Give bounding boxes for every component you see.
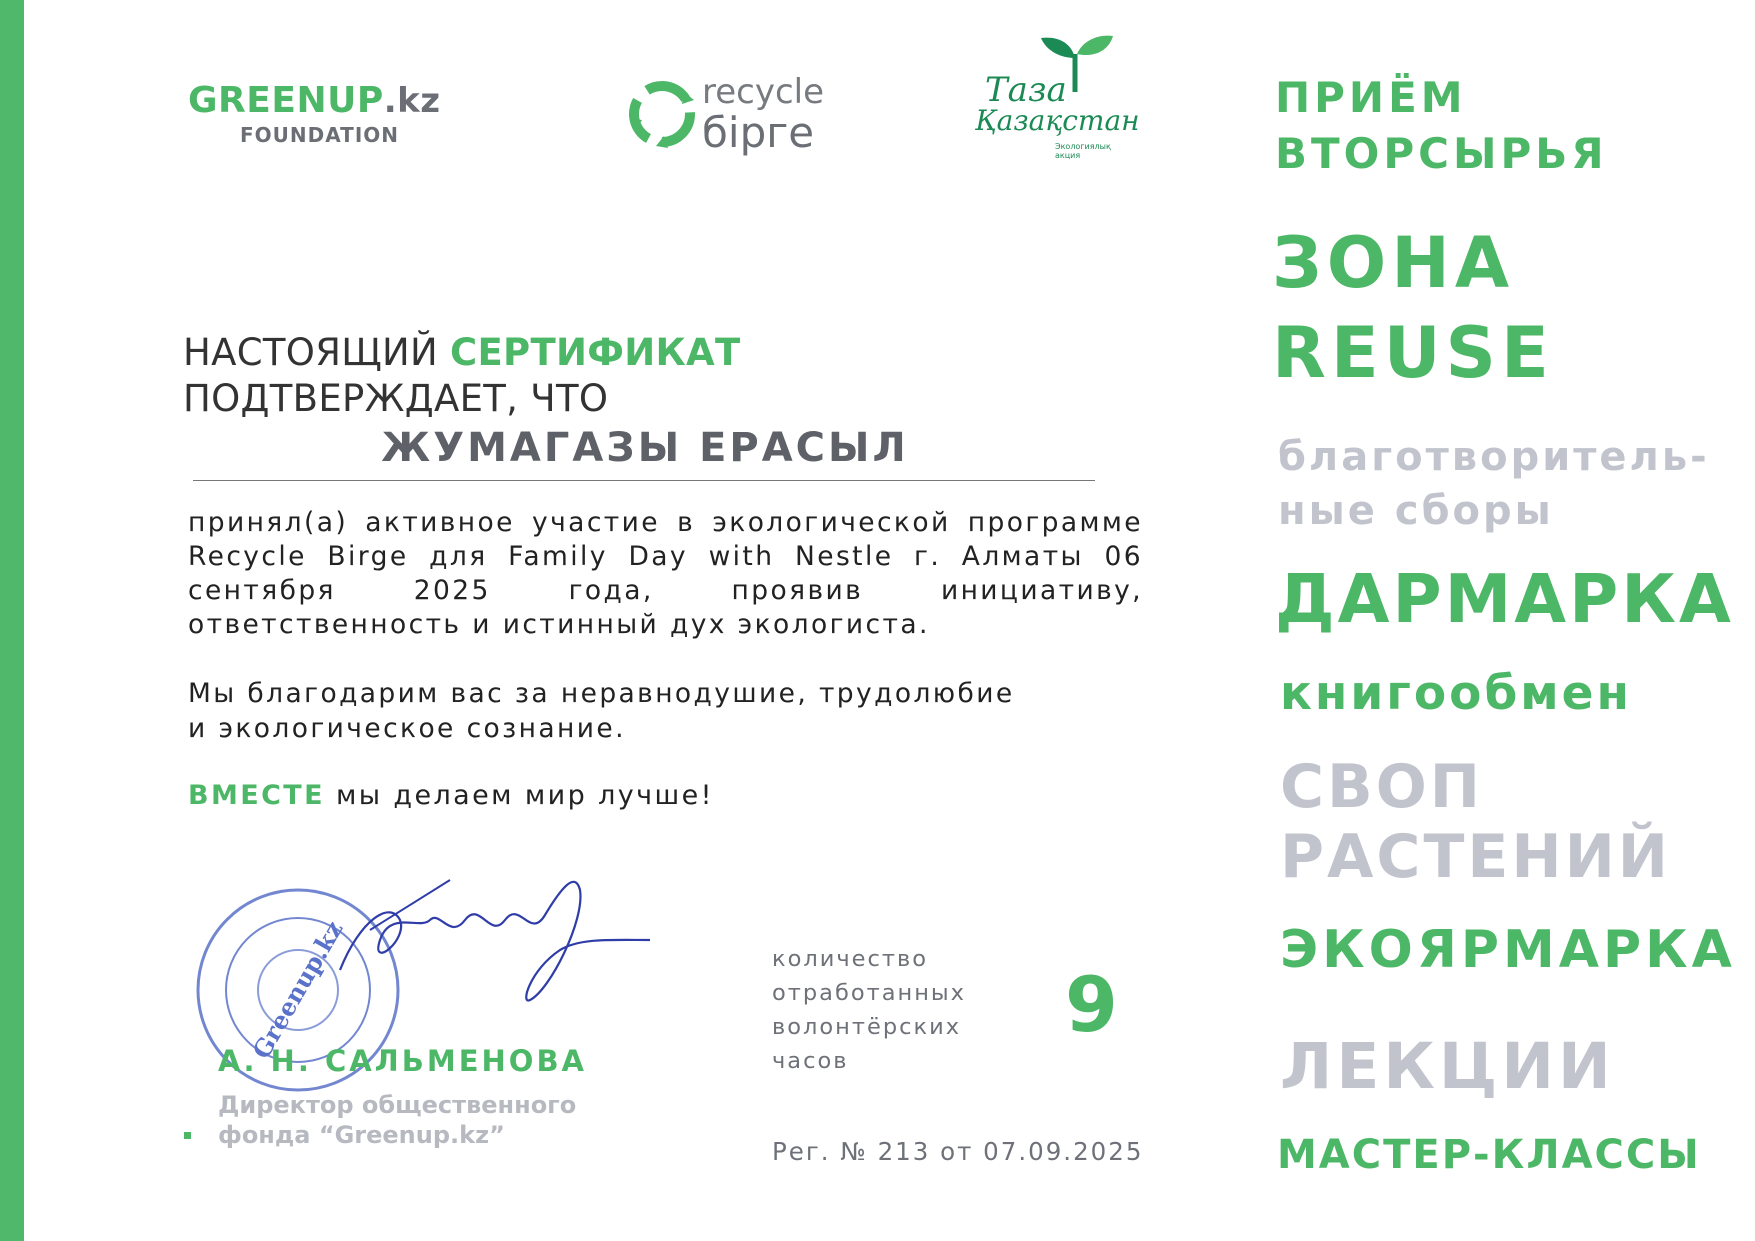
- taza-logo-line3: Экологиялық акция: [1055, 142, 1111, 160]
- intro-suffix: ПОДТВЕРЖДАЕТ, ЧТО: [183, 377, 609, 420]
- hours-label-line: волонтёрских: [772, 1014, 962, 1040]
- recipient-name: ЖУМАГАЗЫ ЕРАСЫЛ: [381, 425, 909, 471]
- activity-recycling-intake: [1275, 70, 1608, 182]
- activity-line: ПРИЁМ: [1275, 73, 1467, 122]
- signer-title-line2: фонда “Greenup.kz”: [218, 1121, 505, 1149]
- together-rest: мы делаем мир лучше!: [324, 780, 714, 811]
- left-accent-bar: [0, 0, 24, 1241]
- recycle-birge-logo: [622, 68, 832, 158]
- certificate-intro: [183, 330, 1083, 422]
- hours-label-line: количество: [772, 946, 928, 972]
- activity-charity: [1278, 430, 1710, 538]
- greenup-logo-name: GREENUP: [188, 80, 384, 121]
- intro-prefix: НАСТОЯЩИЙ: [183, 331, 450, 374]
- activity-book-exchange: книгообмен: [1280, 666, 1633, 721]
- thanks-line2: и экологическое сознание.: [188, 713, 626, 744]
- taza-logo-line2: Қазақстан: [975, 104, 1140, 137]
- activity-lectures: ЛЕКЦИИ: [1280, 1030, 1615, 1103]
- volunteer-hours-value: 9: [1065, 960, 1118, 1049]
- activity-line: ЗОНА: [1272, 222, 1514, 304]
- hours-label-line: часов: [772, 1048, 849, 1074]
- handwritten-signature: [330, 860, 650, 1020]
- activity-reuse-zone: [1272, 218, 1554, 398]
- recycle-logo-line1: recycle: [702, 72, 825, 112]
- recycle-icon: [622, 74, 702, 154]
- recipient-underline: [193, 480, 1095, 481]
- signer-title-line1: Директор общественного: [218, 1091, 577, 1119]
- hours-label-line: отработанных: [772, 980, 966, 1006]
- certificate-body-text: принял(а) активное участие в экологической программе Recycle Birge для Family Day with Nestle г. Алматы 06 сентября 2025 года, проявив инициативу, ответственность и истинный дух экологиста.: [188, 507, 1143, 640]
- activity-plant-swap: [1280, 752, 1671, 892]
- activity-line: СВОП: [1280, 752, 1483, 822]
- activity-darmarka: ДАРМАРКА: [1275, 560, 1734, 638]
- thanks-line1: Мы благодарим вас за неравнодушие, трудолюбие: [188, 678, 1015, 709]
- certificate-body: [188, 506, 1143, 642]
- taza-logo-line1: Таза: [985, 70, 1067, 110]
- volunteer-hours-label: [772, 942, 966, 1078]
- together-slogan: [188, 780, 714, 811]
- stamp-text: Greenup.kz: [246, 915, 349, 1064]
- activity-master-classes: МАСТЕР-КЛАССЫ: [1277, 1132, 1701, 1178]
- signer-title: [218, 1090, 638, 1150]
- together-highlight: ВМЕСТЕ: [188, 780, 325, 811]
- taza-kazakhstan-logo: [975, 34, 1140, 160]
- registration-number: Рег. № 213 от 07.09.2025: [772, 1137, 1144, 1166]
- greenup-logo: [188, 80, 441, 147]
- activity-eco-fair: ЭКОЯРМАРКА: [1280, 920, 1736, 980]
- activity-line: ные сборы: [1278, 488, 1554, 534]
- activity-line: благотворитель-: [1278, 434, 1710, 480]
- greenup-logo-suffix: .kz: [383, 81, 441, 121]
- intro-highlight: СЕРТИФИКАТ: [450, 331, 741, 374]
- bullet-square: [184, 1132, 191, 1139]
- greenup-logo-sub: FOUNDATION: [240, 123, 399, 147]
- recycle-logo-line2: бірге: [702, 108, 815, 157]
- activity-line: ВТОРСЫРЬЯ: [1275, 129, 1608, 178]
- thanks-text: [188, 676, 1088, 746]
- activity-line: REUSE: [1272, 312, 1554, 394]
- activity-line: РАСТЕНИЙ: [1280, 822, 1672, 892]
- signer-name: А. Н. САЛЬМЕНОВА: [218, 1044, 587, 1078]
